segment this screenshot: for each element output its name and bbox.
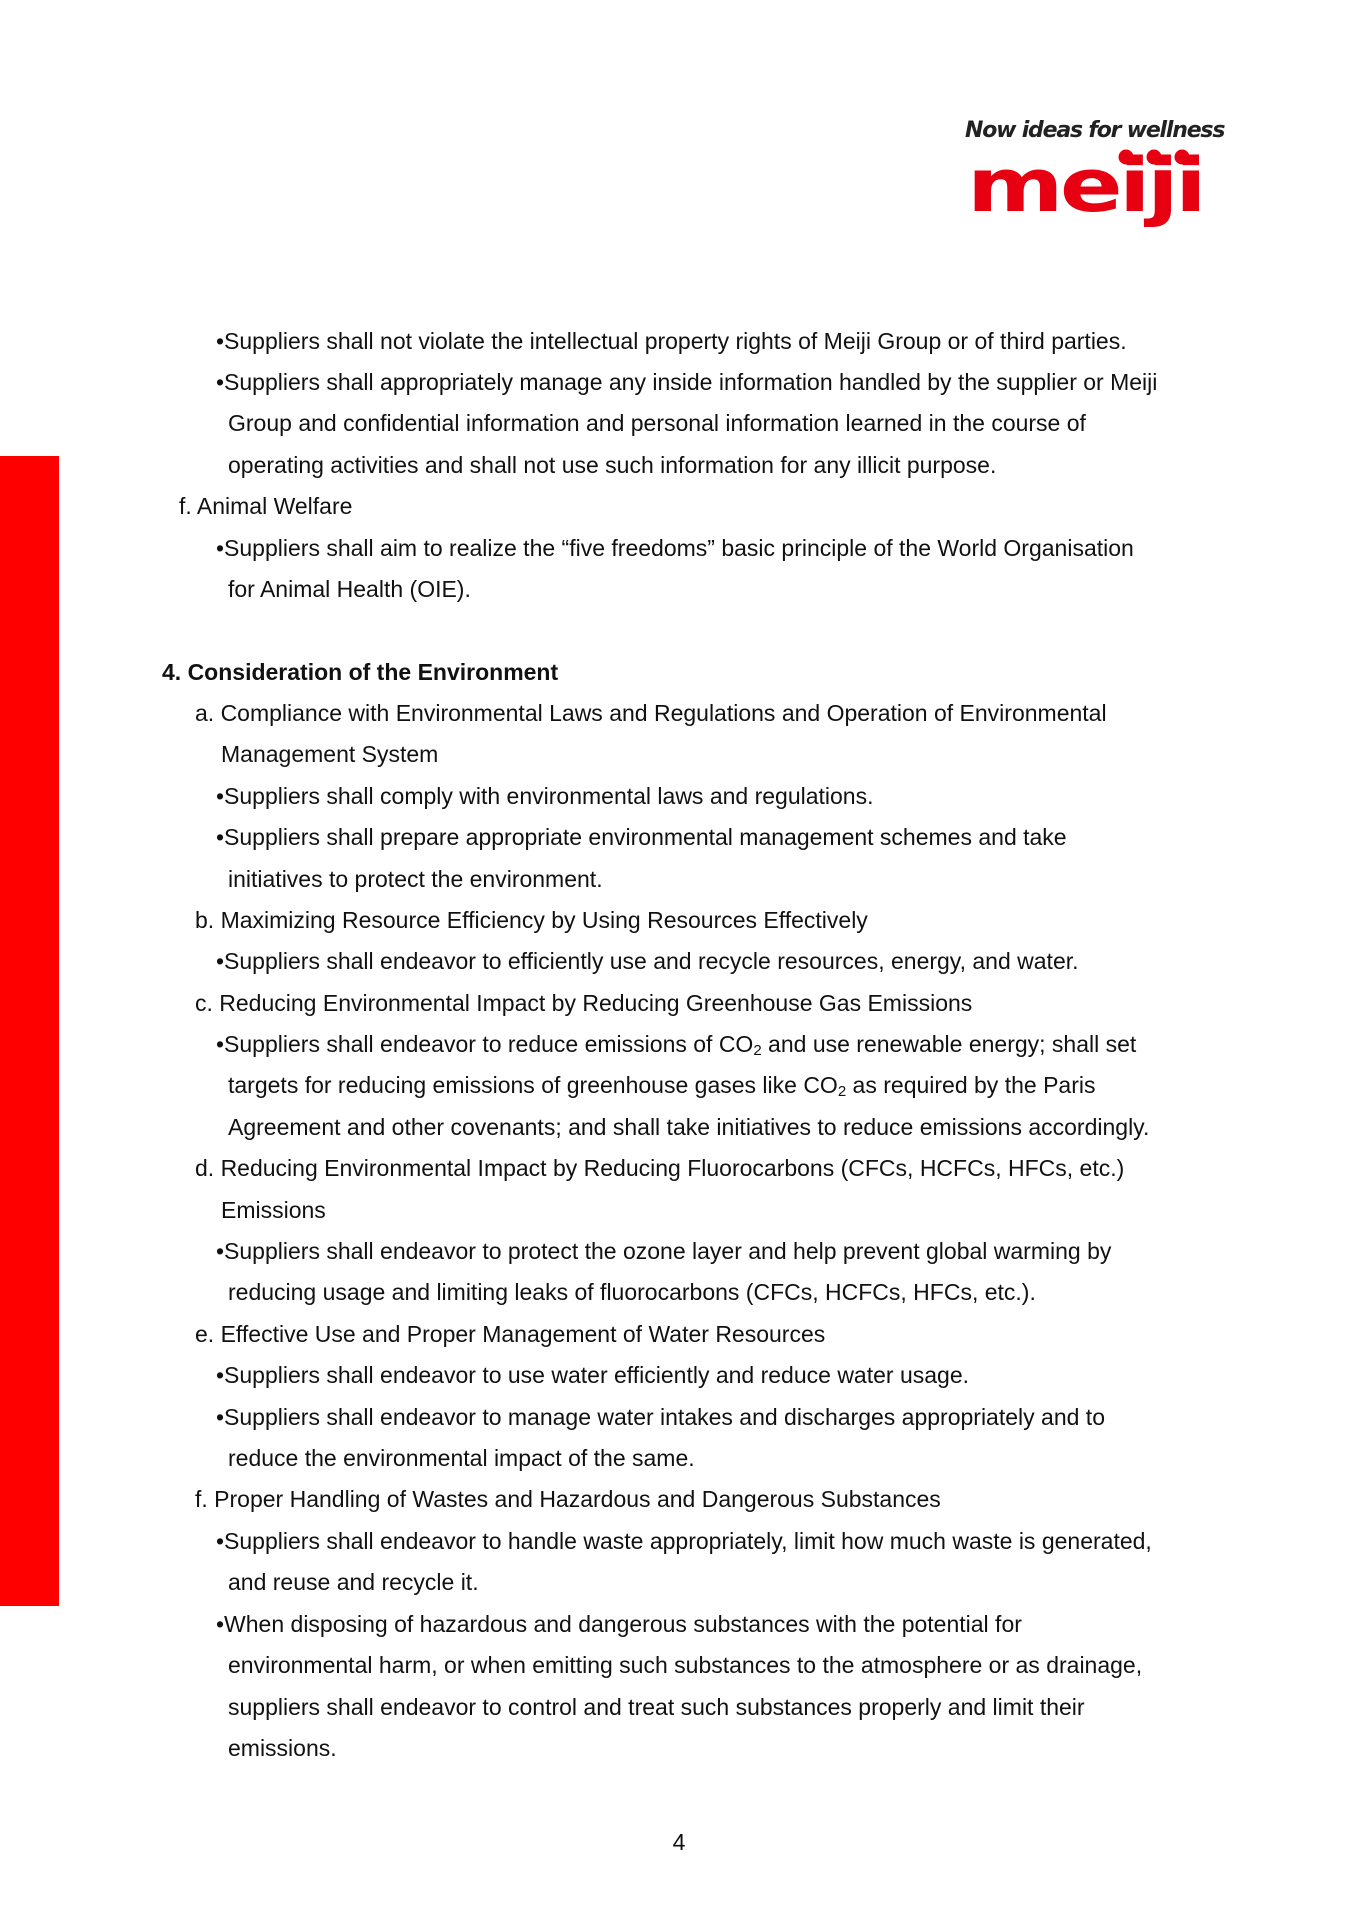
page-number: 4 <box>672 1829 686 1855</box>
meiji-wordmark <box>965 149 1205 233</box>
logo-tagline: Now ideas for wellness <box>965 118 1225 143</box>
bullet-ip-rights: •Suppliers shall not violate the intellectual property rights of Meiji Group or of third parties. <box>216 328 1127 354</box>
subheading-e: e. Effective Use and Proper Management of Water Resources <box>195 1321 826 1347</box>
bullet-info-3: operating activities and shall not use such information for any illicit purpose. <box>228 452 997 478</box>
bullet-f-1-2: and reuse and recycle it. <box>228 1569 479 1595</box>
bullet-d-1: •Suppliers shall endeavor to protect the ozone layer and help prevent global warming by <box>216 1238 1112 1264</box>
bullet-d-2: reducing usage and limiting leaks of fluorocarbons (CFCs, HCFCs, HFCs, etc.). <box>228 1279 1036 1305</box>
subheading-f: f. Proper Handling of Wastes and Hazardous and Dangerous Substances <box>195 1486 941 1512</box>
bullet-e-2-1: •Suppliers shall endeavor to manage water intakes and discharges appropriately and to <box>216 1404 1105 1430</box>
bullet-a-2-2: initiatives to protect the environment. <box>228 866 603 892</box>
bullet-c-1: •Suppliers shall endeavor to reduce emissions of $CO_2$ and use renewable energy; shall set <box>216 1031 1137 1059</box>
svg-text:meiji: meiji <box>967 149 1203 229</box>
bullet-e-1: •Suppliers shall endeavor to use water efficiently and reduce water usage. <box>216 1362 970 1388</box>
bullet-five-freedoms-1: •Suppliers shall aim to realize the “five freedoms” basic principle of the World Organisation <box>216 535 1134 561</box>
bullet-f-2-3: suppliers shall endeavor to control and treat such substances properly and limit their <box>228 1694 1085 1720</box>
subheading-a-2: Management System <box>221 741 439 767</box>
subheading-d-2: Emissions <box>221 1197 326 1223</box>
subheading-b: b. Maximizing Resource Efficiency by Using Resources Effectively <box>195 907 868 933</box>
subheading-d-1: d. Reducing Environmental Impact by Reducing Fluorocarbons (CFCs, HCFCs, HFCs, etc.) <box>195 1155 1125 1181</box>
bullet-f-1-1: •Suppliers shall endeavor to handle waste appropriately, limit how much waste is generated, <box>216 1528 1152 1554</box>
side-accent-bar <box>0 456 59 1606</box>
bullet-a-2-1: •Suppliers shall prepare appropriate environmental management schemes and take <box>216 824 1067 850</box>
subheading-animal-welfare: f. Animal Welfare <box>179 493 353 519</box>
bullet-f-2-2: environmental harm, or when emitting such substances to the atmosphere or as drainage, <box>228 1652 1143 1678</box>
bullet-info-2: Group and confidential information and personal information learned in the course of <box>228 410 1086 436</box>
subheading-c: c. Reducing Environmental Impact by Reducing Greenhouse Gas Emissions <box>195 990 973 1016</box>
bullet-five-freedoms-2: for Animal Health (OIE). <box>228 576 471 602</box>
bullet-a-1: •Suppliers shall comply with environmental laws and regulations. <box>216 783 874 809</box>
bullet-b: •Suppliers shall endeavor to efficiently use and recycle resources, energy, and water. <box>216 948 1079 974</box>
bullet-c-2: targets for reducing emissions of greenhouse gases like $CO_2$ as required by the Paris <box>228 1072 1096 1100</box>
bullet-info-1: •Suppliers shall appropriately manage any inside information handled by the supplier or Meiji <box>216 369 1158 395</box>
bullet-f-2-1: •When disposing of hazardous and dangerous substances with the potential for <box>216 1611 1022 1637</box>
section-heading-environment: 4. Consideration of the Environment <box>162 659 559 685</box>
subheading-a-1: a. Compliance with Environmental Laws and Regulations and Operation of Environmental <box>195 700 1107 726</box>
bullet-f-2-4: emissions. <box>228 1735 337 1761</box>
bullet-e-2-2: reduce the environmental impact of the same. <box>228 1445 695 1471</box>
bullet-c-3: Agreement and other covenants; and shall take initiatives to reduce emissions accordingly. <box>228 1114 1150 1140</box>
meiji-logo <box>965 118 1225 233</box>
